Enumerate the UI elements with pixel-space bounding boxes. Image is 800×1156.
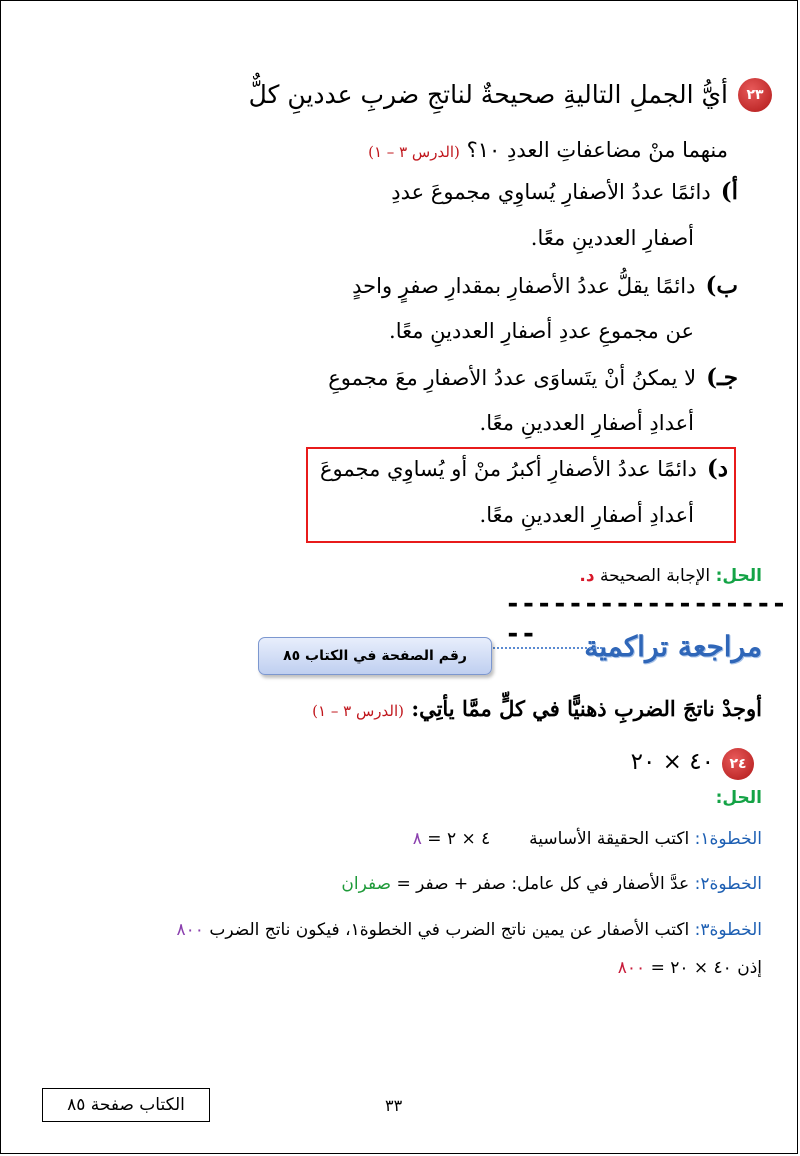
instruction-text: أوجدْ ناتجَ الضربِ ذهنيًّا في كلٍّ ممَّا يأتِي:: [411, 696, 762, 721]
option-c-line-2: أعدادِ أصفارِ العددينِ معًا.: [479, 411, 694, 435]
instruction: [312, 696, 762, 721]
step-1-label: الخطوة١:: [694, 829, 762, 849]
step-2: [341, 874, 762, 894]
step-1-math: ٤ × ٢ =: [427, 829, 491, 849]
question-23-line-1: أيُّ الجملِ التاليةِ صحيحةٌ لناتجِ ضربِ عددينِ كلٌّ: [248, 80, 728, 109]
book-page-button[interactable]: رقم الصفحة في الكتاب ٨٥: [258, 637, 492, 675]
question-23-text: منهما منْ مضاعفاتِ العددِ ١٠؟: [466, 138, 728, 162]
solution-label: الحل:: [715, 566, 762, 586]
option-c-letter: جـ): [706, 364, 738, 391]
lesson-reference: (الدرس ٣ – ١): [368, 143, 460, 161]
review-title: مراجعة تراكمية: [584, 630, 762, 663]
solution-23: [579, 566, 762, 586]
page-number: ٣٣: [385, 1096, 403, 1115]
question-number-badge: ٢٤: [722, 748, 754, 780]
option-b-line-2: عن مجموعِ عددِ أصفارِ العددينِ معًا.: [389, 319, 694, 343]
step-3-text: اكتب الأصفار عن يمين ناتج الضرب في الخطوة١، فيكون ناتج الضرب: [209, 920, 690, 940]
option-c-line-1: لا يمكنُ أنْ يتَساوَى عددُ الأصفارِ معَ مجموعِ: [328, 366, 697, 390]
conclusion: [618, 958, 762, 978]
book-page-reference: الكتاب صفحة ٨٥: [42, 1088, 210, 1122]
option-b-letter: ب): [705, 272, 738, 299]
option-a-letter: أ): [720, 178, 738, 205]
conclusion-result: ٨٠٠: [617, 958, 646, 978]
option-d: [320, 455, 728, 482]
question-24-expression: ٤٠ × ٢٠: [630, 749, 714, 775]
step-2-text: عدَّ الأصفار في كل عامل:: [511, 874, 690, 894]
question-23-line-2: [368, 138, 728, 162]
step-1-result: ٨: [412, 829, 422, 849]
option-a-line-1: دائمًا عددُ الأصفارِ يُساوِي مجموعَ عددِ: [391, 180, 711, 204]
option-a-line-2: أصفارِ العددينِ معًا.: [530, 226, 694, 250]
step-3-label: الخطوة٣:: [694, 920, 762, 940]
step-3: [177, 920, 763, 940]
option-d-line-2: أعدادِ أصفارِ العددينِ معًا.: [479, 503, 694, 527]
option-b: [352, 272, 738, 299]
dashed-separator: --------------------: [505, 589, 787, 649]
dotted-leader: [490, 647, 602, 649]
conclusion-text: إذن ٤٠ × ٢٠ =: [650, 958, 762, 978]
instruction-reference: (الدرس ٣ – ١): [312, 702, 404, 720]
step-1: [413, 829, 762, 849]
option-a: [391, 178, 738, 205]
question-number-badge: ٢٣: [738, 78, 772, 112]
option-c: [328, 364, 738, 391]
solution-answer: د.: [579, 566, 595, 586]
step-2-result: صفران: [341, 874, 392, 894]
step-2-label: الخطوة٢:: [694, 874, 762, 894]
step-2-math: صفر + صفر =: [396, 874, 506, 894]
solution-text: الإجابة الصحيحة: [599, 566, 711, 586]
step-1-text: اكتب الحقيقة الأساسية: [529, 829, 690, 849]
step-3-result: ٨٠٠: [176, 920, 204, 940]
solution-24-label: الحل:: [715, 788, 762, 808]
option-b-line-1: دائمًا يقلُّ عددُ الأصفارِ بمقدارِ صفرٍ واحدٍ: [352, 274, 696, 298]
option-d-line-1: دائمًا عددُ الأصفارِ أكبرُ منْ أو يُساوِي مجموعَ: [320, 457, 697, 481]
option-d-letter: د): [706, 455, 728, 482]
